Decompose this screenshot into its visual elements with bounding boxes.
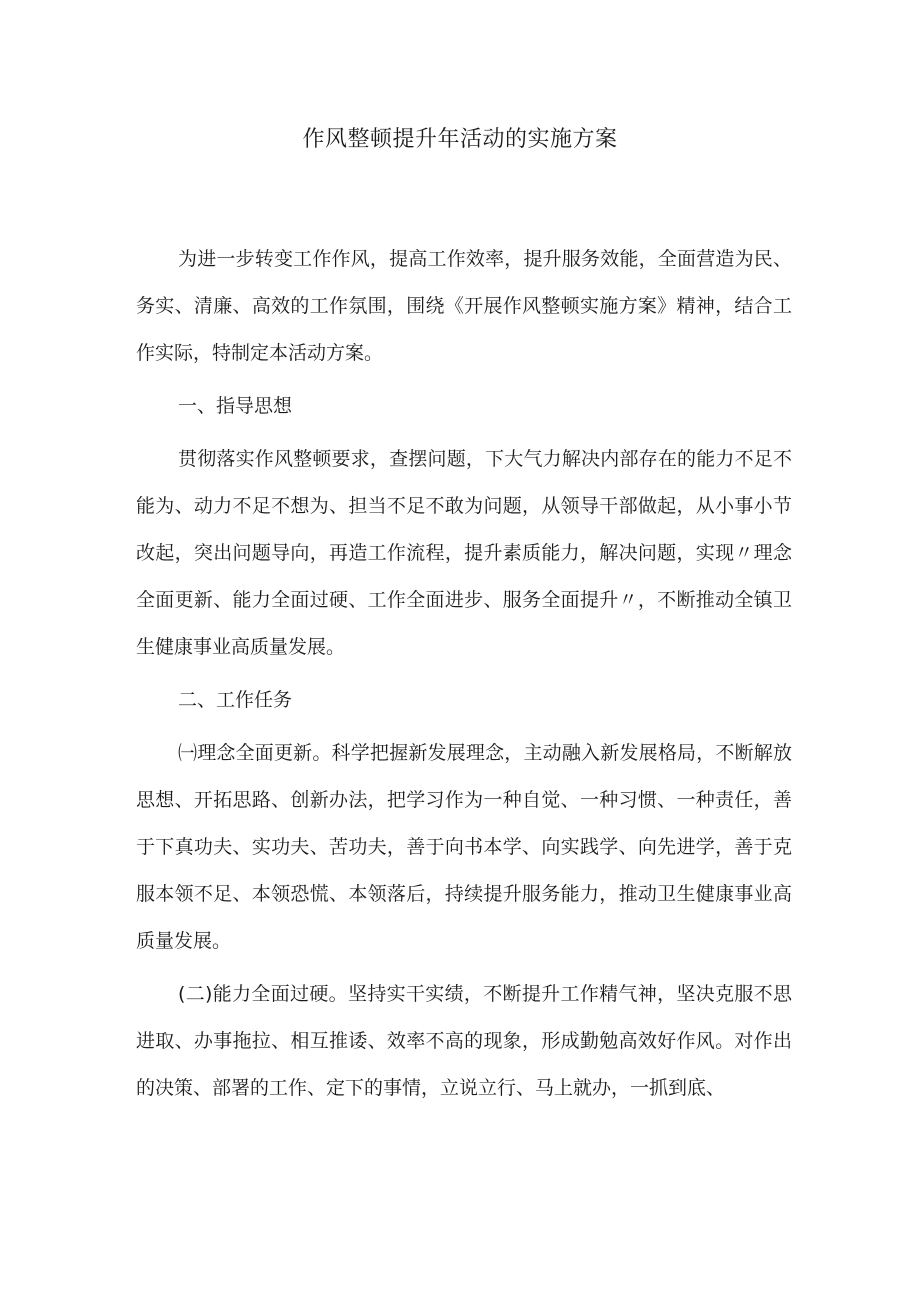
document-body: [136, 236, 792, 1118]
task-item-1-paragraph: ㈠理念全面更新。科学把握新发展理念，主动融入新发展格局，不断解放思想、开拓思路、创新办法，把学习作为一种自觉、一种习惯、一种责任，善于下真功夫、实功夫、苦功夫，善于向书本学、向实践学、向先进学，善于克服本领不足、本领恐慌、本领落后，持续提升服务能力，推动卫生健康事业高质量发展。: [136, 742, 792, 952]
guiding-thought-paragraph: 贯彻落实作风整顿要求，查摆问题，下大气力解决内部存在的能力不足不能为、动力不足不想为、担当不足不敢为问题，从领导干部做起，从小事小节改起，突出问题导向，再造工作流程，提升素质能力，解决问题，实现〃理念全面更新、能力全面过硬、工作全面进步、服务全面提升〃，不断推动全镇卫生健康事业高质量发展。: [136, 448, 792, 658]
section-heading-guiding-thought: 一、指导思想: [178, 395, 293, 417]
task-item-2-paragraph: (二)能力全面过硬。坚持实干实绩，不断提升工作精气神，坚决克服不思进取、办事拖拉、相互推诿、效率不高的现象，形成勤勉高效好作风。对作出的决策、部署的工作、定下的事情，立说立行、马上就办，一抓到底、: [136, 983, 792, 1099]
document-title: 作风整顿提升年活动的实施方案: [302, 127, 618, 152]
intro-paragraph: 为进一步转变工作作风，提高工作效率，提升服务效能，全面营造为民、务实、清廉、高效的工作氛围，围绕《开展作风整顿实施方案》精神，结合工作实际，特制定本活动方案。: [136, 248, 792, 364]
section-heading-work-tasks: 二、工作任务: [178, 689, 293, 711]
